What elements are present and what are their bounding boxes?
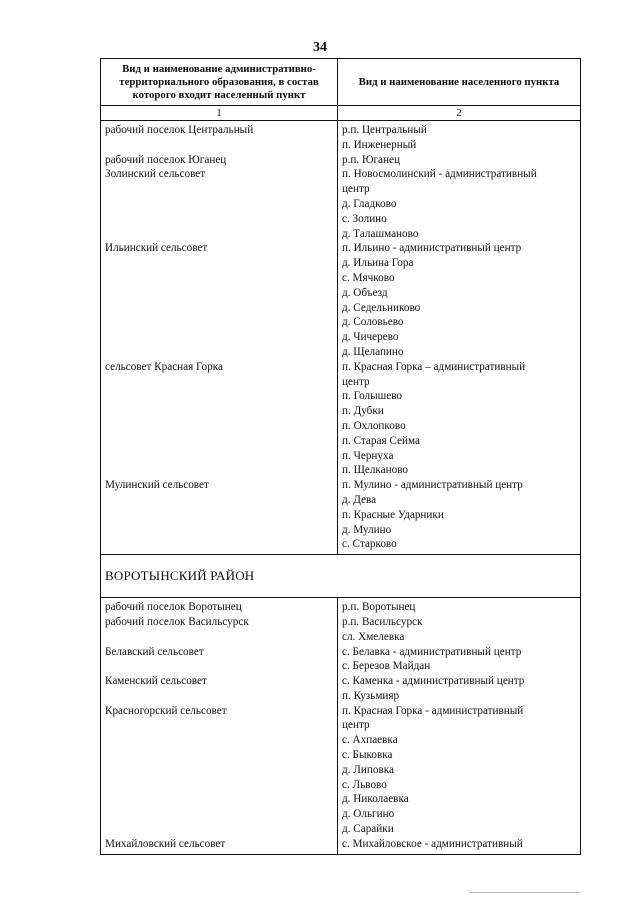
cell-line [105,182,333,197]
cell-line [105,434,333,449]
cell-line: с. Каменка - административный центр [342,675,525,688]
cell-line [105,659,333,674]
cell-line: п. Мулино - административный центр [342,479,523,492]
cell-line: центр [342,375,370,388]
cell-line [105,822,333,837]
cell-line: п. Ильино - административный центр [342,242,522,255]
cell-line: с. Золино [342,212,387,225]
cell-line: Мулинский сельсовет [105,479,209,492]
cell-line [105,792,333,807]
cell-line: д. Соловьево [342,316,404,329]
cell-line: с. Белавка - административный центр [342,645,522,658]
cell-line: с. Березов Майдан [342,660,431,673]
cell-line [105,748,333,763]
column-header-settlement: Вид и наименование населенного пункта [338,59,581,106]
table-header-row [101,59,581,106]
cell-line: с. Львово [342,778,387,791]
district-title: ВОРОТЫНСКИЙ РАЙОН [101,555,581,598]
cell-line: р.п. Центральный [342,124,427,136]
cell-line [105,315,333,330]
cell-line: д. Липовка [342,763,394,776]
cell-line: п. Новосмолинский - административный [342,168,537,181]
cell-line [105,689,333,704]
cell-line [105,449,333,464]
cell-line: д. Гладково [342,197,397,210]
cell-line: д. Талашманово [342,227,419,240]
cell-line [105,493,333,508]
column-number-row [101,106,581,121]
cell-line [105,733,333,748]
cell-line [105,212,333,227]
cell-line: п. Дубки [342,405,384,418]
cell-line [105,807,333,822]
cell-line: Белавский сельсовет [105,645,204,658]
cell-line: п. Щелканово [342,464,409,477]
cell-line: Ильинский сельсовет [105,242,208,255]
cell-line: центр [342,183,370,196]
cell-line: с. Старково [342,538,397,551]
cell-line: центр [342,719,370,732]
cell-line [105,630,333,645]
page-number: 34 [313,40,327,55]
cell-line [105,330,333,345]
cell-line [105,256,333,271]
cell-line: р.п. Воротынец [342,601,416,614]
cell-line [105,375,333,390]
cell-line [105,286,333,301]
cell-line: Михайловский сельсовет [105,837,226,850]
cell-line: д. Николаевка [342,793,409,806]
settlements-cell [338,121,581,555]
cell-line [105,271,333,286]
cell-line [105,763,333,778]
district-row [101,555,581,598]
cell-line: р.п. Юганец [342,153,400,166]
cell-line [105,508,333,523]
cell-line: с. Мячково [342,271,395,284]
cell-line: п. Красная Горка – административный [342,360,526,373]
cell-line [105,778,333,793]
cell-line [105,404,333,419]
column-number-2: 2 [338,106,581,121]
column-number-1: 1 [101,106,338,121]
cell-line [105,537,333,552]
cell-line: д. Объезд [342,286,388,299]
settlements-table [100,58,581,855]
column-header-admin-unit: Вид и наименование административно-территориального образования, в состав которого входит населенный пункт [101,59,338,106]
cell-line: Каменский сельсовет [105,675,207,688]
footer-rule [470,892,580,893]
cell-line: д. Ольгино [342,808,395,821]
cell-line: п. Инженерный [342,138,417,151]
admin-units-cell [101,598,338,855]
cell-line: рабочий поселок Юганец [105,153,227,166]
admin-units-cell [101,121,338,555]
cell-line: с. Михайловское - административный [342,837,523,850]
cell-line: п. Кузьмияр [342,689,400,702]
cell-line: р.п. Васильсурск [342,615,423,628]
cell-line [105,523,333,538]
cell-line [105,197,333,212]
cell-line: д. Мулино [342,523,392,536]
cell-line [105,419,333,434]
settlements-cell [338,598,581,855]
cell-line: рабочий поселок Центральный [105,124,254,136]
cell-line [105,301,333,316]
cell-line: п. Старая Сейма [342,434,420,447]
cell-line: с. Ахпаевка [342,734,398,747]
cell-line: д. Чичерево [342,331,399,344]
cell-line: рабочий поселок Воротынец [105,601,242,614]
cell-line: п. Голышево [342,390,402,403]
cell-line: Золинский сельсовет [105,168,206,181]
cell-line [105,718,333,733]
section-2-row [101,598,581,855]
cell-line [105,463,333,478]
section-1-row [101,121,581,555]
cell-line: д. Седельниково [342,301,421,314]
cell-line: д. Сарайки [342,823,394,836]
cell-line [105,138,333,153]
cell-line: п. Охлопково [342,419,406,432]
cell-line: д. Ильина Гора [342,257,414,270]
cell-line [105,389,333,404]
cell-line: с. Быковка [342,749,393,762]
cell-line: п. Красная Горка - административный [342,704,524,717]
cell-line: сл. Хмелевка [342,630,405,643]
cell-line [105,345,333,360]
cell-line: д. Дева [342,493,377,506]
cell-line: д. Щелапино [342,345,404,358]
cell-line: п. Чернуха [342,449,394,462]
cell-line: рабочий поселок Васильсурск [105,615,249,628]
cell-line [105,227,333,242]
cell-line: Красногорский сельсовет [105,704,227,717]
cell-line: сельсовет Красная Горка [105,360,223,373]
cell-line: п. Красные Ударники [342,508,444,521]
